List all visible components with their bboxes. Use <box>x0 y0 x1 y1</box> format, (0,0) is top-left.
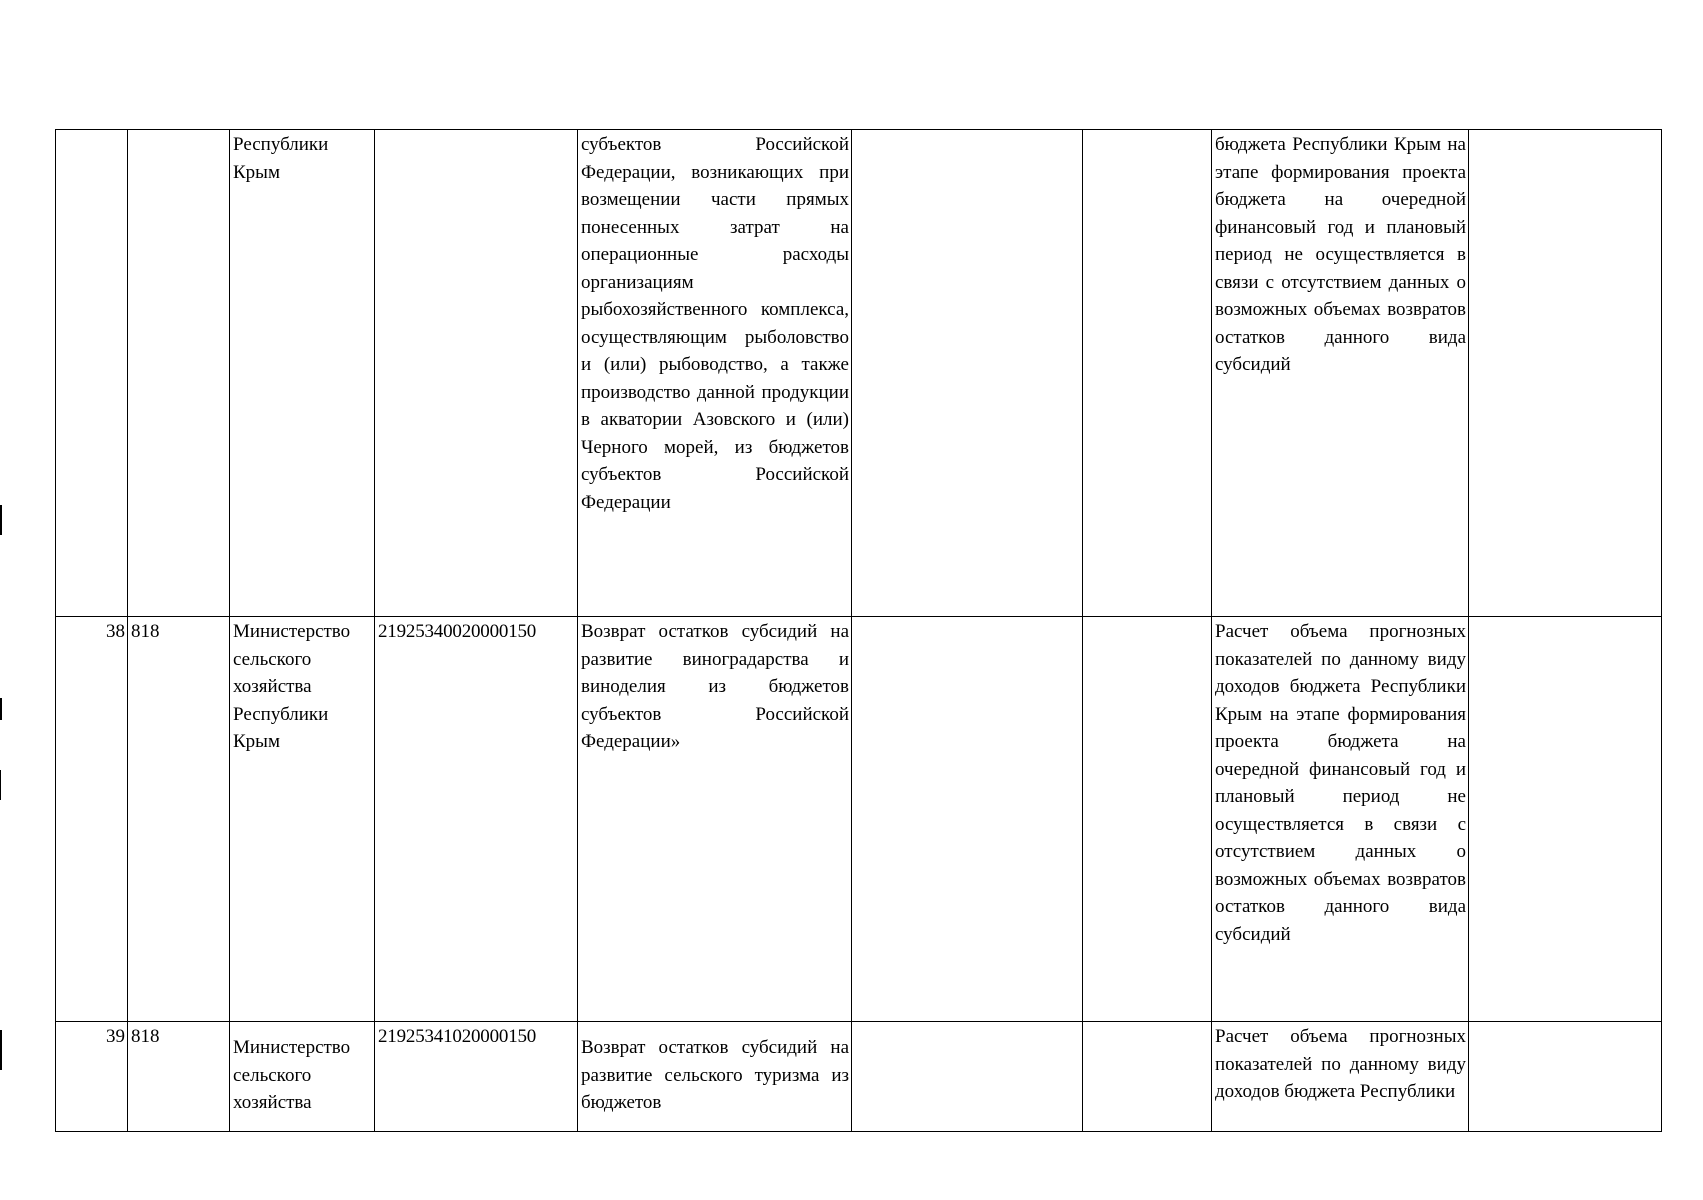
row-number: 39 <box>56 1022 128 1132</box>
row-number <box>56 130 128 617</box>
calculation-method: Расчет объема прогнозных показателей по данному виду доходов бюджета Республики <box>1212 1022 1469 1132</box>
admin-name: Министерство сельского хозяйства <box>230 1022 375 1132</box>
row-number: 38 <box>56 617 128 1022</box>
empty-cell <box>1083 617 1212 1022</box>
revenue-name: Возврат остатков субсидий на развитие виноградарства и виноделия из бюджетов субъектов Российской Федерации» <box>578 617 852 1022</box>
admin-name: Министерство сельского хозяйства Республики Крым <box>230 617 375 1022</box>
table-row <box>56 617 1662 1022</box>
admin-code <box>128 130 230 617</box>
empty-cell <box>852 130 1083 617</box>
admin-code: 818 <box>128 617 230 1022</box>
admin-code: 818 <box>128 1022 230 1132</box>
empty-cell <box>1469 1022 1662 1132</box>
calculation-method: Расчет объема прогнозных показателей по данному виду доходов бюджета Республики Крым на этапе формирования проекта бюджета на очередной финансовый год и плановый период не осуществляется в связи с отсутствием данных о возможных объемах возвратов остатков данного вида субсидий <box>1212 617 1469 1022</box>
scan-margin-mark <box>0 505 2 535</box>
scan-margin-mark <box>0 770 1 800</box>
kbk-code: 21925340020000150 <box>375 617 578 1022</box>
revenue-name: субъектов Российской Федерации, возникающих при возмещении части прямых понесенных затрат на операционные расходы организациям рыбохозяйственного комплекса, осуществляющим рыболовство и (или) рыбоводство, а также производство данной продукции в акватории Азовского и (или) Черного морей, из бюджетов субъектов Российской Федерации <box>578 130 852 617</box>
budget-revenue-table <box>55 129 1662 1132</box>
table-row <box>56 1022 1662 1132</box>
empty-cell <box>1083 130 1212 617</box>
empty-cell <box>1469 617 1662 1022</box>
admin-name: Республики Крым <box>230 130 375 617</box>
scan-margin-mark <box>0 1030 2 1070</box>
kbk-code <box>375 130 578 617</box>
scan-margin-mark <box>0 698 2 720</box>
empty-cell <box>1083 1022 1212 1132</box>
table-row <box>56 130 1662 617</box>
empty-cell <box>852 617 1083 1022</box>
revenue-name: Возврат остатков субсидий на развитие сельского туризма из бюджетов <box>578 1022 852 1132</box>
empty-cell <box>1469 130 1662 617</box>
empty-cell <box>852 1022 1083 1132</box>
kbk-code: 21925341020000150 <box>375 1022 578 1132</box>
calculation-method: бюджета Республики Крым на этапе формирования проекта бюджета на очередной финансовый год и плановый период не осуществляется в связи с отсутствием данных о возможных объемах возвратов остатков данного вида субсидий <box>1212 130 1469 617</box>
